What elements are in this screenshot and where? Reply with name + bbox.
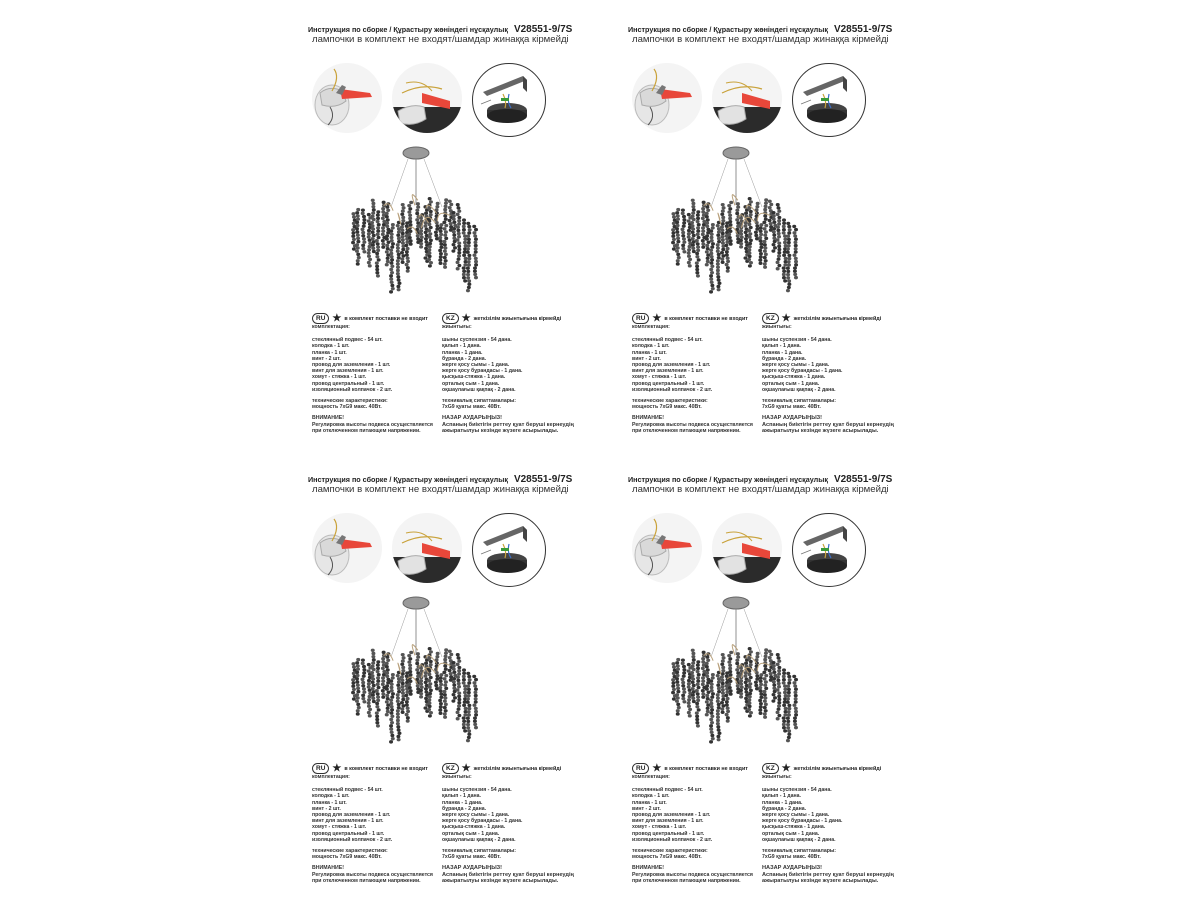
kz-note: жеткізілім жиынтығына кірмейді: [473, 766, 562, 772]
kz-item: қалып - 1 дана.: [442, 343, 481, 350]
ru-set-title: комплектация:: [312, 324, 350, 330]
star-icon: ★: [461, 313, 471, 324]
ru-item: провод для заземления - 1 шт.: [632, 362, 711, 369]
kz-item: жерге қосу бұрандасы - 1 дана.: [762, 818, 843, 825]
kz-item: орталық сым - 1 дана.: [442, 380, 500, 387]
ru-warning-line: Регулировка высоты подвеса осуществляется: [632, 421, 753, 428]
ru-item: провод для заземления - 1 шт.: [312, 812, 391, 819]
kz-item: планка - 1 дана.: [762, 799, 803, 806]
title-text: Инструкция по сборке / Құрастыру жөніндегі нұсқаулық: [308, 475, 508, 484]
ru-item: колодка - 1 шт.: [632, 343, 670, 350]
kz-item: жерге қосу бұрандасы - 1 дана.: [442, 368, 523, 375]
kz-item: планка - 1 дана.: [442, 799, 483, 806]
ru-item: стеклянный подвес - 54 шт.: [632, 337, 703, 344]
ru-specs-title: технические характеристики:: [312, 398, 388, 405]
star-icon: ★: [332, 763, 342, 774]
ru-item: колодка - 1 шт.: [312, 343, 350, 350]
wire-connector-icon: [392, 513, 462, 583]
kz-item: қалып - 1 дана.: [442, 793, 481, 800]
ru-item: планка - 1 шт.: [632, 349, 667, 356]
kz-specs: 7xG9 қуаты макс. 40Вт.: [442, 854, 501, 861]
chandelier-illustration: [346, 595, 486, 755]
ru-item: провод центральный - 1 шт.: [312, 830, 385, 837]
kz-badge: KZ: [762, 763, 779, 774]
kz-set-title: жиынтығы:: [762, 324, 792, 330]
ru-item: винт - 2 шт.: [312, 805, 341, 812]
ru-legend: [312, 313, 428, 324]
kz-warning-line: Аспаның биіктігін реттеу қуат беруші кернеудің: [762, 421, 894, 428]
ru-badge: RU: [632, 313, 649, 324]
kz-column: [762, 774, 902, 884]
ru-note: в комплект поставки не входит: [344, 316, 428, 322]
kz-note: жеткізілім жиынтығына кірмейді: [793, 766, 882, 772]
ru-item: хомут - стяжка - 1 шт.: [632, 824, 687, 831]
kz-warning-line: ажыратылуы кезінде жүзеге асырылады.: [762, 427, 879, 434]
ru-item: стеклянный подвес - 54 шт.: [312, 787, 383, 794]
kz-item: бұранда - 2 дана.: [442, 355, 487, 362]
ru-specs-title: технические характеристики:: [312, 848, 388, 855]
ru-legend: [312, 763, 428, 774]
star-icon: ★: [781, 313, 791, 324]
bulbs-note: лампочки в комплект не входят/шамдар жинаққа кірмейді: [312, 484, 569, 495]
kz-set-title: жиынтығы:: [762, 774, 792, 780]
ru-item: изоляционный колпачок - 2 шт.: [632, 836, 713, 843]
bulbs-note: лампочки в комплект не входят/шамдар жинаққа кірмейді: [632, 484, 889, 495]
ru-item: хомут - стяжка - 1 шт.: [312, 374, 367, 381]
model-number: V28551-9/7S: [513, 474, 573, 485]
star-icon: ★: [332, 313, 342, 324]
kz-item: планка - 1 дана.: [762, 349, 803, 356]
ru-set-title: комплектация:: [632, 774, 670, 780]
ru-column: [632, 324, 772, 434]
ru-set-title: комплектация:: [632, 324, 670, 330]
instruction-sheet: [306, 0, 626, 450]
kz-badge: KZ: [442, 313, 459, 324]
ru-warning-line: при отключенном питающем напряжении.: [312, 427, 421, 434]
kz-item: шыны суспензия - 54 дана.: [442, 787, 512, 794]
ru-column: [312, 774, 452, 884]
instruction-sheet: [626, 450, 946, 900]
kz-item: қалып - 1 дана.: [762, 343, 801, 350]
star-icon: ★: [652, 313, 662, 324]
kz-column: [762, 324, 902, 434]
ru-legend: [632, 313, 748, 324]
ru-warning-line: Регулировка высоты подвеса осуществляется: [312, 871, 433, 878]
ru-item: винт для заземления - 1 шт.: [632, 818, 704, 825]
ru-item: стеклянный подвес - 54 шт.: [312, 337, 383, 344]
ru-item: изоляционный колпачок - 2 шт.: [312, 386, 393, 393]
ru-item: хомут - стяжка - 1 шт.: [632, 374, 687, 381]
ru-warning-title: ВНИМАНИЕ!: [312, 415, 344, 422]
kz-warning-line: ажыратылуы кезінде жүзеге асырылады.: [442, 427, 559, 434]
star-icon: ★: [652, 763, 662, 774]
ru-warning-line: при отключенном питающем напряжении.: [632, 427, 741, 434]
kz-set-title: жиынтығы:: [442, 774, 472, 780]
kz-specs: 7xG9 қуаты макс. 40Вт.: [762, 404, 821, 411]
kz-legend: [762, 313, 881, 324]
kz-item: жерге қосу сымы - 1 дана.: [442, 812, 510, 819]
kz-specs-title: техникалық сипаттамалары:: [762, 398, 837, 405]
ru-specs: мощность 7xG9 макс. 40Вт.: [632, 854, 702, 861]
ru-badge: RU: [312, 313, 329, 324]
ru-item: планка - 1 шт.: [312, 799, 347, 806]
ru-item: стеклянный подвес - 54 шт.: [632, 787, 703, 794]
kz-set-title: жиынтығы:: [442, 324, 472, 330]
ru-item: планка - 1 шт.: [632, 799, 667, 806]
ru-item: колодка - 1 шт.: [312, 793, 350, 800]
kz-specs-title: техникалық сипаттамалары:: [762, 848, 837, 855]
kz-item: жерге қосу бұрандасы - 1 дана.: [762, 368, 843, 375]
kz-legend: [442, 313, 561, 324]
ru-item: винт - 2 шт.: [312, 355, 341, 362]
ru-specs: мощность 7xG9 макс. 40Вт.: [632, 404, 702, 411]
ru-column: [312, 324, 452, 434]
kz-warning-line: Аспаның биіктігін реттеу қуат беруші кернеудің: [442, 421, 574, 428]
kz-warning-title: НАЗАР АУДАРЫҢЫЗ!: [762, 865, 823, 872]
ru-warning-line: при отключенном питающем напряжении.: [632, 877, 741, 884]
ceiling-mount-diagram-icon: [472, 513, 546, 587]
ru-badge: RU: [632, 763, 649, 774]
ru-item: винт - 2 шт.: [632, 355, 661, 362]
ru-item: провод для заземления - 1 шт.: [312, 362, 391, 369]
kz-warning-line: ажыратылуы кезінде жүзеге асырылады.: [442, 877, 559, 884]
kz-badge: KZ: [762, 313, 779, 324]
kz-column: [442, 324, 582, 434]
wire-connector-icon: [712, 513, 782, 583]
kz-badge: KZ: [442, 763, 459, 774]
ru-warning-line: Регулировка высоты подвеса осуществляется: [632, 871, 753, 878]
ru-note: в комплект поставки не входит: [664, 766, 748, 772]
kz-item: орталық сым - 1 дана.: [762, 380, 820, 387]
chandelier-illustration: [666, 595, 806, 755]
kz-warning-line: Аспаның биіктігін реттеу қуат беруші кернеудің: [762, 871, 894, 878]
kz-specs-title: техникалық сипаттамалары:: [442, 398, 517, 405]
title-text: Инструкция по сборке / Құрастыру жөніндегі нұсқаулық: [628, 25, 828, 34]
ru-badge: RU: [312, 763, 329, 774]
pliers-icon: [312, 63, 382, 133]
ru-item: винт для заземления - 1 шт.: [312, 818, 384, 825]
kz-warning-title: НАЗАР АУДАРЫҢЫЗ!: [762, 415, 823, 422]
ru-item: провод для заземления - 1 шт.: [632, 812, 711, 819]
model-number: V28551-9/7S: [513, 24, 573, 35]
pliers-icon: [632, 513, 702, 583]
kz-item: қысқыш-стяжка - 1 дана.: [442, 374, 506, 381]
ru-item: провод центральный - 1 шт.: [632, 380, 705, 387]
kz-item: планка - 1 дана.: [442, 349, 483, 356]
kz-legend: [442, 763, 561, 774]
kz-item: шыны суспензия - 54 дана.: [442, 337, 512, 344]
ru-legend: [632, 763, 748, 774]
ru-item: хомут - стяжка - 1 шт.: [312, 824, 367, 831]
ru-item: провод центральный - 1 шт.: [312, 380, 385, 387]
bulbs-note: лампочки в комплект не входят/шамдар жинаққа кірмейді: [632, 34, 889, 45]
ru-set-title: комплектация:: [312, 774, 350, 780]
kz-specs-title: техникалық сипаттамалары:: [442, 848, 517, 855]
kz-item: жерге қосу сымы - 1 дана.: [442, 362, 510, 369]
ru-item: изоляционный колпачок - 2 шт.: [312, 836, 393, 843]
kz-item: орталық сым - 1 дана.: [442, 830, 500, 837]
ceiling-mount-diagram-icon: [472, 63, 546, 137]
kz-item: қысқыш-стяжка - 1 дана.: [762, 824, 826, 831]
ru-item: винт - 2 шт.: [632, 805, 661, 812]
ru-specs: мощность 7xG9 макс. 40Вт.: [312, 854, 382, 861]
kz-legend: [762, 763, 881, 774]
ru-specs-title: технические характеристики:: [632, 398, 708, 405]
pliers-icon: [632, 63, 702, 133]
kz-item: қысқыш-стяжка - 1 дана.: [442, 824, 506, 831]
kz-item: жерге қосу бұрандасы - 1 дана.: [442, 818, 523, 825]
kz-item: оқшаулағыш қақпақ - 2 дана.: [762, 386, 836, 393]
title-text: Инструкция по сборке / Құрастыру жөніндегі нұсқаулық: [308, 25, 508, 34]
kz-item: бұранда - 2 дана.: [442, 805, 487, 812]
kz-item: оқшаулағыш қақпақ - 2 дана.: [762, 836, 836, 843]
kz-item: оқшаулағыш қақпақ - 2 дана.: [442, 836, 516, 843]
ru-note: в комплект поставки не входит: [664, 316, 748, 322]
kz-item: жерге қосу сымы - 1 дана.: [762, 812, 830, 819]
kz-item: қалып - 1 дана.: [762, 793, 801, 800]
ru-warning-title: ВНИМАНИЕ!: [632, 865, 664, 872]
ru-warning-title: ВНИМАНИЕ!: [632, 415, 664, 422]
pliers-icon: [312, 513, 382, 583]
ru-warning-line: Регулировка высоты подвеса осуществляется: [312, 421, 433, 428]
kz-note: жеткізілім жиынтығына кірмейді: [793, 316, 882, 322]
ru-item: планка - 1 шт.: [312, 349, 347, 356]
kz-column: [442, 774, 582, 884]
ru-specs-title: технические характеристики:: [632, 848, 708, 855]
wire-connector-icon: [392, 63, 462, 133]
ceiling-mount-diagram-icon: [792, 513, 866, 587]
kz-item: шыны суспензия - 54 дана.: [762, 787, 832, 794]
kz-specs: 7xG9 қуаты макс. 40Вт.: [762, 854, 821, 861]
kz-specs: 7xG9 қуаты макс. 40Вт.: [442, 404, 501, 411]
kz-warning-line: ажыратылуы кезінде жүзеге асырылады.: [762, 877, 879, 884]
ru-item: винт для заземления - 1 шт.: [632, 368, 704, 375]
ceiling-mount-diagram-icon: [792, 63, 866, 137]
kz-warning-line: Аспаның биіктігін реттеу қуат беруші кернеудің: [442, 871, 574, 878]
kz-item: оқшаулағыш қақпақ - 2 дана.: [442, 386, 516, 393]
ru-note: в комплект поставки не входит: [344, 766, 428, 772]
chandelier-illustration: [346, 145, 486, 305]
ru-item: провод центральный - 1 шт.: [632, 830, 705, 837]
wire-connector-icon: [712, 63, 782, 133]
ru-warning-line: при отключенном питающем напряжении.: [312, 877, 421, 884]
instruction-sheet: [626, 0, 946, 450]
kz-item: қысқыш-стяжка - 1 дана.: [762, 374, 826, 381]
kz-item: бұранда - 2 дана.: [762, 805, 807, 812]
bulbs-note: лампочки в комплект не входят/шамдар жинаққа кірмейді: [312, 34, 569, 45]
title-text: Инструкция по сборке / Құрастыру жөніндегі нұсқаулық: [628, 475, 828, 484]
kz-item: жерге қосу сымы - 1 дана.: [762, 362, 830, 369]
ru-item: изоляционный колпачок - 2 шт.: [632, 386, 713, 393]
kz-item: шыны суспензия - 54 дана.: [762, 337, 832, 344]
ru-column: [632, 774, 772, 884]
ru-item: колодка - 1 шт.: [632, 793, 670, 800]
ru-warning-title: ВНИМАНИЕ!: [312, 865, 344, 872]
kz-warning-title: НАЗАР АУДАРЫҢЫЗ!: [442, 415, 503, 422]
kz-item: бұранда - 2 дана.: [762, 355, 807, 362]
instruction-sheet: [306, 450, 626, 900]
ru-item: винт для заземления - 1 шт.: [312, 368, 384, 375]
star-icon: ★: [461, 763, 471, 774]
model-number: V28551-9/7S: [833, 474, 893, 485]
star-icon: ★: [781, 763, 791, 774]
kz-item: орталық сым - 1 дана.: [762, 830, 820, 837]
chandelier-illustration: [666, 145, 806, 305]
model-number: V28551-9/7S: [833, 24, 893, 35]
ru-specs: мощность 7xG9 макс. 40Вт.: [312, 404, 382, 411]
kz-note: жеткізілім жиынтығына кірмейді: [473, 316, 562, 322]
kz-warning-title: НАЗАР АУДАРЫҢЫЗ!: [442, 865, 503, 872]
